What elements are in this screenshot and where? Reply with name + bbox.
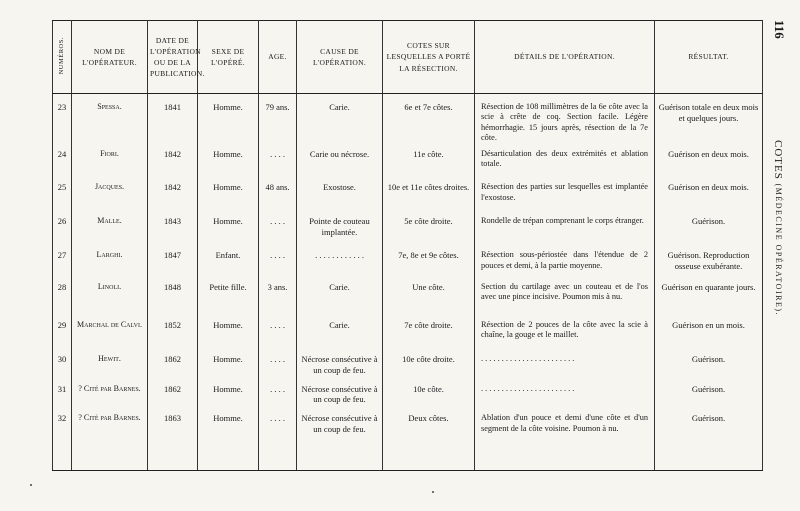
patient-sex: Petite fille. — [198, 282, 259, 320]
operator-name: ? Cité par Barnes. — [72, 413, 148, 470]
row-number: 28 — [53, 282, 72, 320]
patient-age: 48 ans. — [259, 182, 297, 216]
table-row — [53, 320, 763, 354]
header-date: DATE DE L'OPÉRATION OU DE LA PUBLICATION. — [148, 21, 198, 94]
table-row — [53, 94, 763, 149]
operator-name: Hewit. — [72, 354, 148, 384]
operation-date: 1843 — [148, 216, 198, 250]
cause-cell: . . . . . . . . . . . . — [297, 250, 383, 282]
cause-cell: Carie. — [297, 94, 383, 149]
ribs-cell: 10e côte droite. — [383, 354, 475, 384]
patient-sex: Homme. — [198, 182, 259, 216]
result-cell: Guérison en deux mois. — [655, 182, 763, 216]
operator-name: ? Cité par Barnes. — [72, 384, 148, 414]
table-row — [53, 250, 763, 282]
patient-age: . . . . — [259, 320, 297, 354]
operation-date: 1862 — [148, 354, 198, 384]
details-cell: Résection des parties sur lesquelles est implantée l'exostose. — [475, 182, 655, 216]
patient-sex: Homme. — [198, 413, 259, 470]
cause-cell: Nécrose consécutive à un coup de feu. — [297, 384, 383, 414]
ribs-cell: 5e côte droite. — [383, 216, 475, 250]
details-cell: Désarticulation des deux extrémités et ablation totale. — [475, 149, 655, 183]
cause-cell: Nécrose consécutive à un coup de feu. — [297, 354, 383, 384]
patient-age: . . . . — [259, 216, 297, 250]
row-number: 32 — [53, 413, 72, 470]
ribs-cell: Une côte. — [383, 282, 475, 320]
details-cell: Section du cartilage avec un couteau et de l'os avec une pince incisive. Poumon mis à nu. — [475, 282, 655, 320]
operation-date: 1862 — [148, 384, 198, 414]
result-cell: Guérison en quarante jours. — [655, 282, 763, 320]
row-number: 26 — [53, 216, 72, 250]
patient-sex: Homme. — [198, 320, 259, 354]
operator-name: Linoli. — [72, 282, 148, 320]
ribs-cell: 10e côte. — [383, 384, 475, 414]
header-cause: CAUSE DE L'OPÉRATION. — [297, 21, 383, 94]
row-number: 24 — [53, 149, 72, 183]
operation-date: 1848 — [148, 282, 198, 320]
result-cell: Guérison totale en deux mois et quelques jours. — [655, 94, 763, 149]
operation-date: 1841 — [148, 94, 198, 149]
header-age: AGE. — [259, 21, 297, 94]
ribs-cell: 7e, 8e et 9e côtes. — [383, 250, 475, 282]
patient-sex: Homme. — [198, 216, 259, 250]
table-row — [53, 384, 763, 414]
running-title-sub: (MÉDECINE OPÉRATOIRE). — [774, 183, 783, 316]
operator-name: Larghi. — [72, 250, 148, 282]
ribs-cell: 7e côte droite. — [383, 320, 475, 354]
operation-date: 1842 — [148, 182, 198, 216]
patient-sex: Homme. — [198, 354, 259, 384]
result-cell: Guérison en deux mois. — [655, 149, 763, 183]
operator-name: Jacques. — [72, 182, 148, 216]
operator-name: Marchal de Calvi. — [72, 320, 148, 354]
patient-sex: Homme. — [198, 384, 259, 414]
operation-date: 1852 — [148, 320, 198, 354]
row-number: 27 — [53, 250, 72, 282]
table-row — [53, 282, 763, 320]
patient-age: . . . . — [259, 354, 297, 384]
result-cell: Guérison. — [655, 413, 763, 470]
details-cell: Résection de 108 millimètres de la 6e côte avec la scie à crête de coq. Section facile. Légère hémorrhagie. 15 jours après, résection de la 7e côte. — [475, 94, 655, 149]
patient-age: 79 ans. — [259, 94, 297, 149]
operation-date: 1847 — [148, 250, 198, 282]
header-num: NUMÉROS. — [53, 21, 72, 94]
header-ribs: COTES SUR LESQUELLES A PORTÉ LA RÉSECTION. — [383, 21, 475, 94]
row-number: 23 — [53, 94, 72, 149]
table-row — [53, 182, 763, 216]
details-cell: Ablation d'un pouce et demi d'une côte et d'un segment de la côte voisine. Poumon à nu. — [475, 413, 655, 470]
operator-name: Spessa. — [72, 94, 148, 149]
result-cell: Guérison en un mois. — [655, 320, 763, 354]
operator-name: Malle. — [72, 216, 148, 250]
result-cell: Guérison. Reproduction osseuse exubérante. — [655, 250, 763, 282]
details-cell: Résection sous-périostée dans l'étendue de 2 pouces et demi, à la partie moyenne. — [475, 250, 655, 282]
operator-name: Fiori. — [72, 149, 148, 183]
ribs-cell: 6e et 7e côtes. — [383, 94, 475, 149]
ribs-cell: 10e et 11e côtes droites. — [383, 182, 475, 216]
row-number: 29 — [53, 320, 72, 354]
result-cell: Guérison. — [655, 384, 763, 414]
table-row — [53, 149, 763, 183]
patient-age: . . . . — [259, 384, 297, 414]
row-number: 30 — [53, 354, 72, 384]
running-title — [772, 140, 784, 316]
cause-cell: Nécrose consécutive à un coup de feu. — [297, 413, 383, 470]
details-cell: Rondelle de trépan comprenant le corps étranger. — [475, 216, 655, 250]
patient-sex: Enfant. — [198, 250, 259, 282]
operation-date: 1863 — [148, 413, 198, 470]
running-title-main: COTES — [772, 140, 784, 180]
table-row — [53, 413, 763, 470]
header-details: DÉTAILS DE L'OPÉRATION. — [475, 21, 655, 94]
row-number: 25 — [53, 182, 72, 216]
page-number: 116 — [772, 20, 787, 39]
details-cell: . . . . . . . . . . . . . . . . . . . . . . . — [475, 354, 655, 384]
header-result: RÉSULTAT. — [655, 21, 763, 94]
table-row — [53, 354, 763, 384]
patient-age: 3 ans. — [259, 282, 297, 320]
patient-age: . . . . — [259, 149, 297, 183]
patient-sex: Homme. — [198, 149, 259, 183]
cause-cell: Pointe de couteau implantée. — [297, 216, 383, 250]
print-speck — [30, 484, 32, 486]
details-cell: . . . . . . . . . . . . . . . . . . . . . . . — [475, 384, 655, 414]
ribs-cell: Deux côtes. — [383, 413, 475, 470]
ribs-cell: 11e côte. — [383, 149, 475, 183]
result-cell: Guérison. — [655, 354, 763, 384]
cause-cell: Carie ou nécrose. — [297, 149, 383, 183]
operation-date: 1842 — [148, 149, 198, 183]
cause-cell: Exostose. — [297, 182, 383, 216]
cause-cell: Carie. — [297, 320, 383, 354]
header-row — [53, 21, 763, 94]
details-cell: Résection de 2 pouces de la côte avec la scie à chaîne, la gouge et le maillet. — [475, 320, 655, 354]
cause-cell: Carie. — [297, 282, 383, 320]
patient-age: . . . . — [259, 413, 297, 470]
result-cell: Guérison. — [655, 216, 763, 250]
header-operator: NOM DE L'OPÉRATEUR. — [72, 21, 148, 94]
operations-table — [52, 20, 763, 471]
row-number: 31 — [53, 384, 72, 414]
header-sex: SEXE DE L'OPÉRÉ. — [198, 21, 259, 94]
table-row — [53, 216, 763, 250]
print-speck — [432, 491, 434, 493]
patient-age: . . . . — [259, 250, 297, 282]
patient-sex: Homme. — [198, 94, 259, 149]
